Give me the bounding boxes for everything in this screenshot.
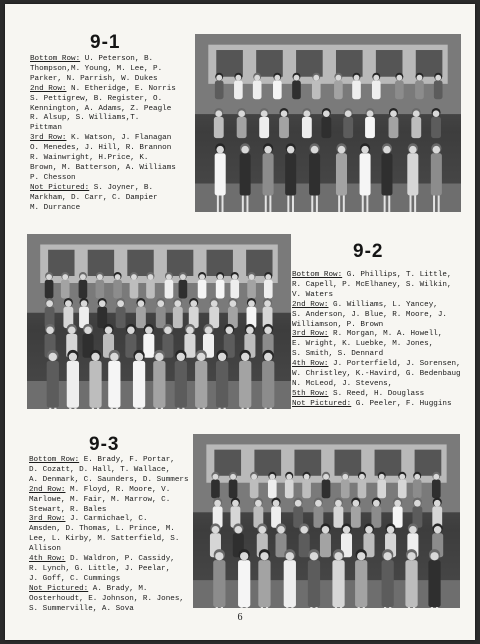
student-figure [273, 73, 282, 99]
class-caption [30, 55, 176, 214]
student-names: E. Brady, F. Portar, [79, 456, 175, 464]
caption-line [292, 321, 461, 331]
student-figure [153, 350, 165, 409]
caption-line [292, 281, 461, 291]
student-figure [431, 108, 441, 138]
student-figure [130, 272, 139, 298]
caption-line [30, 164, 176, 174]
student-figure [230, 272, 239, 298]
class-photo [27, 234, 291, 409]
student-figure [133, 350, 145, 409]
student-figure [198, 272, 207, 298]
student-figure [216, 350, 228, 409]
caption-line [292, 340, 461, 350]
student-names: R. Wainwright, H.Price, K. [30, 154, 149, 163]
caption-line [30, 114, 176, 124]
student-figure [322, 472, 331, 498]
student-names: D. Waldron, P. Cassidy, [65, 555, 175, 564]
student-names: Oosterhoudt, E. Johnson, R. Jones, [29, 594, 184, 603]
student-names: J. Carmichael, C. [65, 515, 148, 524]
caption-line [29, 545, 189, 555]
caption-line [30, 85, 176, 95]
student-names: V. Waters [292, 290, 334, 299]
student-figure [238, 549, 250, 608]
student-figure [434, 73, 443, 99]
student-names: J. Porterfield, J. Sorensen, [328, 360, 461, 369]
caption-line [292, 330, 461, 340]
row-label: 3rd Row: [30, 134, 67, 143]
student-names: W. Christley, K.-Havird, G. Bedenbaug [292, 370, 461, 379]
student-figure [398, 472, 407, 498]
class-photo [195, 34, 461, 212]
caption-line [292, 271, 461, 281]
student-figure [229, 472, 238, 498]
yearbook-page [5, 4, 475, 640]
student-figure [195, 350, 207, 409]
student-figure [258, 549, 270, 608]
caption-line [30, 75, 176, 85]
student-figure [108, 350, 120, 409]
student-figure [292, 73, 301, 99]
student-figure [239, 350, 251, 409]
student-figure [47, 350, 59, 409]
student-figure [253, 73, 262, 99]
student-figure [333, 498, 343, 528]
student-figure [351, 498, 361, 528]
student-figure [216, 272, 225, 298]
caption-line [30, 55, 176, 65]
caption-line [30, 184, 176, 194]
caption-line [29, 466, 189, 476]
student-names: Marlowe, M. Fair, M. Marrow, C. [29, 495, 171, 504]
student-figure [253, 498, 263, 528]
student-figure [45, 272, 54, 298]
student-figure [264, 272, 273, 298]
caption-line [30, 105, 176, 115]
caption-line [30, 95, 176, 105]
student-figure [284, 549, 296, 608]
row-label: Not Pictured: [292, 399, 352, 408]
student-figure [432, 472, 441, 498]
student-figure [334, 73, 343, 99]
student-figure [89, 350, 101, 409]
student-figure [234, 73, 243, 99]
class-heading: 9-2 [353, 241, 384, 262]
student-names: Amsden, D. Thomas, L. Prince, M. [29, 525, 175, 534]
student-names: Allison [29, 545, 61, 554]
caption-line [29, 515, 189, 525]
student-names: M. Durrance [30, 203, 81, 212]
student-names: Williamson, P. Brown [292, 320, 384, 329]
student-figure [156, 298, 166, 328]
caption-line [30, 174, 176, 184]
student-names: P. Chesson [30, 173, 76, 182]
row-label: 5th Row: [292, 389, 329, 398]
class-heading: 9-3 [89, 434, 120, 455]
student-figure [412, 498, 422, 528]
student-figure [355, 549, 367, 608]
student-figure [175, 350, 187, 409]
student-figure [271, 498, 281, 528]
caption-line [292, 380, 461, 390]
student-figure [299, 523, 310, 557]
row-label: Bottom Row: [292, 271, 343, 279]
caption-line [30, 124, 176, 134]
student-names: R. Morgan, M. A. Howell, [328, 330, 443, 339]
student-figure [279, 108, 289, 138]
student-figure [411, 108, 421, 138]
student-figure [231, 498, 241, 528]
student-figure [428, 549, 440, 608]
caption-line [292, 291, 461, 301]
student-figure [45, 298, 55, 328]
row-label: 2nd Row: [30, 84, 67, 93]
caption-line [29, 496, 189, 506]
student-names: G. Phillips, T. Little, [342, 271, 452, 279]
student-figure [189, 298, 199, 328]
student-figure [377, 472, 386, 498]
student-figure [179, 272, 188, 298]
student-figure [293, 498, 303, 528]
student-names: S. Joyner, B. [89, 183, 154, 192]
student-figure [308, 549, 320, 608]
student-names: Stewart, R. Bales [29, 505, 107, 514]
student-figure [352, 73, 361, 99]
student-figure [285, 472, 294, 498]
class-caption [29, 456, 189, 615]
student-figure [211, 472, 220, 498]
student-figure [97, 298, 107, 328]
student-figure [228, 298, 238, 328]
student-names: N. McLeod, J. Stevens, [292, 379, 393, 388]
row-label: Bottom Row: [29, 456, 80, 464]
student-names: R. Lynch, G. Little, J. Peelar, [29, 564, 171, 573]
row-label: 2nd Row: [29, 485, 66, 494]
student-figure [250, 472, 259, 498]
student-figure [372, 73, 381, 99]
student-figure [343, 108, 353, 138]
page-number: 6 [237, 612, 243, 623]
caption-line [29, 476, 189, 486]
student-figure [173, 298, 183, 328]
student-figure [358, 472, 367, 498]
student-figure [214, 108, 224, 138]
caption-line [29, 565, 189, 575]
student-figure [237, 108, 247, 138]
student-figure [63, 298, 73, 328]
student-figure [371, 498, 381, 528]
caption-line [29, 555, 189, 565]
student-names: Thompson,M. Young, M. Lee, P. [30, 64, 163, 73]
student-figure [79, 272, 88, 298]
row-label: 3rd Row: [292, 330, 329, 339]
student-figure [213, 549, 225, 608]
student-figure [213, 498, 223, 528]
student-figure [389, 108, 399, 138]
class-heading: 9-1 [90, 32, 121, 53]
caption-line [292, 311, 461, 321]
student-names: O. Menedes, J. Hill, R. Brannon [30, 144, 172, 153]
row-label: Not Pictured: [29, 584, 89, 593]
class-photo [193, 434, 460, 608]
caption-line [29, 595, 189, 605]
student-figure [263, 298, 273, 328]
caption-line [29, 525, 189, 535]
student-names: J. Goff, C. Cummings [29, 574, 121, 583]
student-figure [382, 549, 394, 608]
student-figure [247, 272, 256, 298]
group-photo-image [195, 34, 461, 212]
student-figure [268, 472, 277, 498]
student-names: S. Smith, S. Dennard [292, 350, 384, 359]
student-names: S. Anderson, J. Blue, R. Moore, J. [292, 310, 447, 319]
student-names: R. Alsup, S. Williams,T. [30, 114, 140, 123]
student-figure [413, 472, 422, 498]
caption-line [30, 154, 176, 164]
caption-line [29, 456, 189, 466]
student-figure [312, 73, 321, 99]
student-names: Markham, D. Carr, C. Dampier [30, 193, 158, 202]
student-figure [215, 73, 224, 99]
student-figure [61, 272, 70, 298]
caption-line [29, 535, 189, 545]
student-figure [136, 298, 146, 328]
student-names: S. Reed, H. Douglass [328, 389, 425, 398]
student-figure [313, 498, 323, 528]
class-caption [292, 271, 461, 410]
caption-line [292, 350, 461, 360]
student-figure [405, 549, 417, 608]
student-names: R. Capell, P. McElhaney, S. Wilkin, [292, 280, 452, 289]
student-names: M. Floyd, R. Moore, V. [65, 485, 171, 494]
student-names: E. Wright, K. Luebke, M. Jones, [292, 340, 434, 349]
student-figure [116, 298, 126, 328]
student-figure [96, 272, 105, 298]
caption-line [292, 370, 461, 380]
student-names: A. Denmark, C. Saunders, D. Summers [29, 475, 189, 484]
student-names: A. Brady, M. [88, 584, 148, 593]
row-label: Not Pictured: [30, 183, 90, 192]
student-figure [365, 108, 375, 138]
caption-line [29, 486, 189, 496]
student-figure [209, 298, 219, 328]
student-figure [320, 523, 331, 557]
caption-line [30, 204, 176, 214]
row-label: Bottom Row: [30, 55, 81, 63]
student-names: N. Etheridge, E. Norris [66, 84, 176, 93]
caption-line [30, 194, 176, 204]
student-figure [67, 350, 79, 409]
student-figure [262, 350, 274, 409]
student-names: K. Watson, J. Flanagan [66, 134, 172, 143]
caption-line [30, 134, 176, 144]
group-photo-image [193, 434, 460, 608]
student-figure [393, 498, 403, 528]
student-figure [432, 498, 442, 528]
student-figure [321, 108, 331, 138]
row-label: 3rd Row: [29, 515, 66, 524]
student-figure [247, 298, 257, 328]
student-names: G. Williams, L. Yancey, [328, 300, 438, 309]
student-figure [302, 472, 311, 498]
group-photo-image [27, 234, 291, 409]
student-names: S. Summerville, A. Sova [29, 604, 134, 613]
student-figure [415, 73, 424, 99]
student-figure [341, 472, 350, 498]
student-names: Lee, L. Kirby, M. Satterfield, S. [29, 535, 180, 544]
caption-line [292, 390, 461, 400]
student-figure [79, 298, 89, 328]
student-names: Pittman [30, 124, 62, 133]
student-figure [113, 272, 122, 298]
student-figure [184, 324, 195, 358]
student-figure [302, 108, 312, 138]
student-names: Brown, M. Batterson, A. Williams [30, 163, 176, 172]
caption-line [292, 400, 461, 410]
student-names: D. Cozatt, D. Hall, T. Wallace, [29, 465, 171, 474]
row-label: 2nd Row: [292, 300, 329, 309]
row-label: 4th Row: [29, 555, 66, 564]
caption-line [292, 360, 461, 370]
caption-line [29, 575, 189, 585]
student-names: U. Peterson, B. [80, 55, 154, 63]
caption-line [29, 506, 189, 516]
student-names: S. Pettigrew, B. Register, O. [30, 94, 163, 103]
caption-line [292, 301, 461, 311]
caption-line [30, 65, 176, 75]
student-names: Parker, N. Parrish, W. Dukes [30, 74, 158, 83]
student-figure [259, 108, 269, 138]
student-figure [395, 73, 404, 99]
student-names: G. Peeler, F. Huggins [351, 399, 452, 408]
student-figure [143, 324, 154, 358]
student-figure [146, 272, 155, 298]
student-figure [165, 272, 174, 298]
caption-line [29, 585, 189, 595]
row-label: 4th Row: [292, 360, 329, 369]
student-names: Kennington, A. Adams, Z. Peagle [30, 104, 172, 113]
student-figure [332, 549, 344, 608]
caption-line [30, 144, 176, 154]
